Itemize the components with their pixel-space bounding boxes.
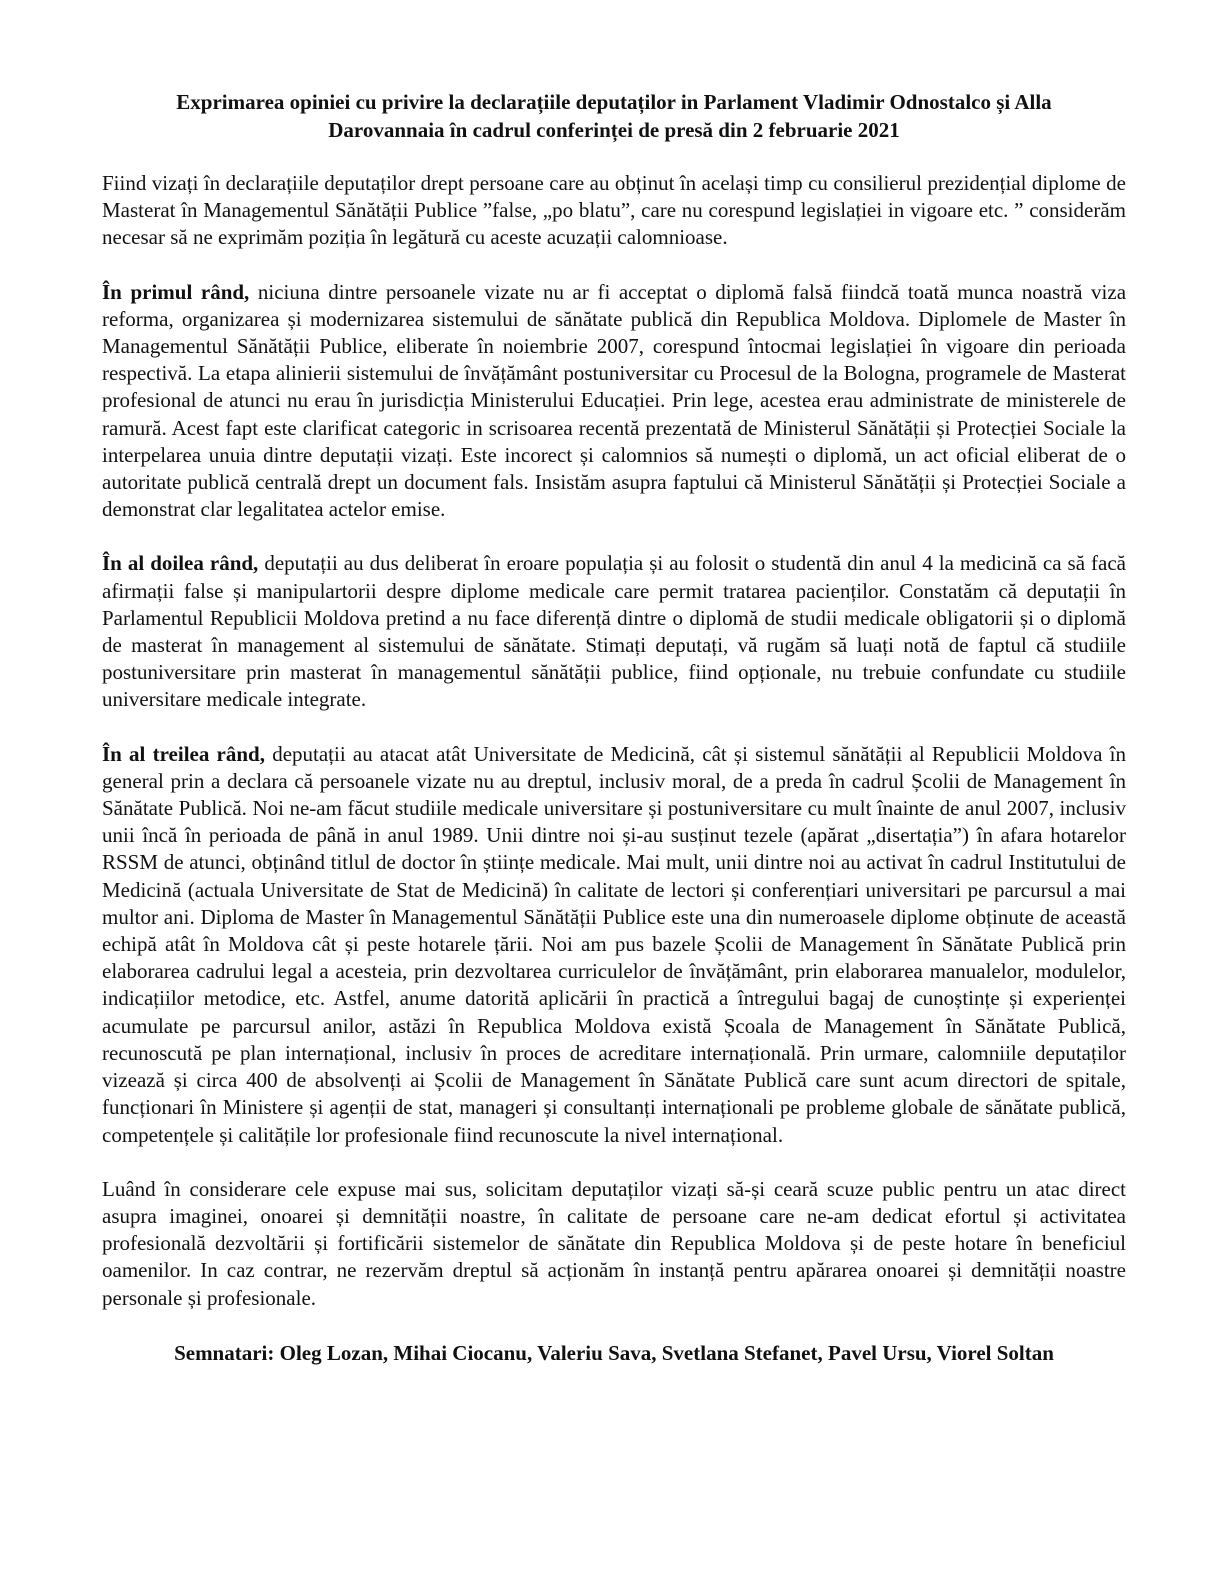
paragraph-third-point: [102, 741, 1126, 1149]
title-line-1: Exprimarea opiniei cu privire la declarațiile deputaților in Parlament Vladimir Odnostalco și Alla: [176, 90, 1052, 114]
paragraph-first-point: [102, 279, 1126, 524]
paragraph-second-point: [102, 550, 1126, 713]
conclusion-paragraph: Luând în considerare cele expuse mai sus, solicitam deputaților vizați să-și ceară scuze public pentru un atac direct asupra imaginei, onoarei și demnității noastre, în calitate de persoane care ne-am dedicat efortul și activitatea profesională dezvoltării și fortificării sistemelor de sănătate din Republica Moldova și de peste hotare în beneficiul oamenilor. In caz contrar, ne rezervăm dreptul să acționăm în instanță pentru apărarea onoarei și demnității noastre personale și profesionale.: [102, 1176, 1126, 1310]
title-line-2: Darovannaia în cadrul conferinței de presă din 2 februarie 2021: [328, 118, 900, 142]
paragraph-text: niciuna dintre persoanele vizate nu ar fi acceptat o diplomă falsă fiindcă toată munca noastră viza reforma, organizarea și modernizarea sistemului de sănătate publică din Republica Moldova. Diplomele de Master în Managementul Sănătății Publice, eliberate în noiembrie 2007, corespund întocmai legislației în vigoare din perioada respectivă. La etapa alinierii sistemului de învățământ postuniversitar cu Procesul de la Bologna, programele de Masterat profesional de atunci nu erau în jurisdicția Ministerului Educației. Prin lege, acestea erau administrate de ministerele de ramură. Acest fapt este clarificat categoric in scrisoarea recentă prezentată de Ministerul Sănătății și Protecției Sociale la interpelarea unuia dintre deputații vizați. Este incorect și calomnios să numești o diplomă, un act oficial eliberat de o autoritate publică centrală drept un document fals. Insistăm asupra faptului că Ministerul Sănătății și Protecției Sociale a demonstrat clar legalitatea actelor emise.: [102, 279, 1127, 522]
paragraph-text: deputații au atacat atât Universitate de Medicină, cât și sistemul sănătății al Republicii Moldova în general prin a declara că persoanele vizate nu au dreptul, inclusiv moral, de a preda în cadrul Școlii de Management în Sănătate Publică. Noi ne-am făcut studiile medicale universitare și postuniversitare cu mult înainte de anul 2007, inclusiv unii încă în perioada de până in anul 1989. Unii dintre noi și-au susținut tezele (apărat „disertația”) în afara hotarelor RSSM de atunci, obținând titlul de doctor în științe medicale. Mai mult, unii dintre noi au activat în cadrul Institutului de Medicină (actuala Universitate de Stat de Medicină) în calitate de lectori și conferențiari universitari pe parcursul a mai multor ani. Diploma de Master în Managementul Sănătății Publice este una din numeroasele diplome obținute de această echipă atât în Moldova cât și peste hotarele țării. Noi am pus bazele Școlii de Management în Sănătate Publică prin elaborarea cadrului legal a acesteia, prin dezvoltarea curriculelor de învățământ, prin elaborarea manualelor, modulelor, indicațiilor metodice, etc. Astfel, anume datorită aplicării în practică a întregului bagaj de cunoștințe și experienței acumulate pe parcursul anilor, astăzi în Republica Moldova există Școala de Management în Sănătate Publică, recunoscută pe plan internațional, inclusiv în proces de acreditare internațională. Prin urmare, calomniile deputaților vizează și circa 400 de absolvenți ai Școlii de Management în Sănătate Publică care sunt acum directori de spitale, funcționari în Ministere și agenții de stat, manageri și consultanți internaționali pe probleme globale de sănătate publică, competențele și calitățile lor profesionale fiind recunoscute la nivel internațional.: [102, 741, 1126, 1147]
signatories-line: Semnatari: Oleg Lozan, Mihai Ciocanu, Valeriu Sava, Svetlana Stefanet, Pavel Ursu, Viorel Soltan: [174, 1340, 1054, 1365]
paragraph-lead: În primul rând,: [102, 279, 250, 304]
paragraph-lead: În al doilea rând,: [102, 551, 259, 576]
document-title: [102, 88, 1126, 144]
paragraph-lead: În al treilea rând,: [102, 741, 265, 766]
paragraph-text: deputații au dus deliberat în eroare populația și au folosit o studentă din anul 4 la medicină ca să facă afirmații false și manipulartorii despre diplome medicale care permit tratarea pacienților. Constatăm că deputații în Parlamentul Republicii Moldova pretind a nu face diferență dintre o diplomă de studii medicale obligatorii și o diplomă de masterat în management al sistemului de sănătate. Stimați deputați, vă rugăm să luați notă de faptul că studiile postuniversitare prin masterat în managementul sănătății publice, fiind opționale, nu trebuie confundate cu studiile universitare medicale integrate.: [102, 551, 1126, 712]
intro-paragraph: Fiind vizați în declarațiile deputaților drept persoane care au obținut în același timp cu consilierul prezidențial diplome de Masterat în Managementul Sănătății Publice ”false, „po blatu”, care nu corespund legislației in vigoare etc. ” considerăm necesar să ne exprimăm poziția în legătură cu aceste acuzații calomnioase.: [102, 171, 1126, 250]
